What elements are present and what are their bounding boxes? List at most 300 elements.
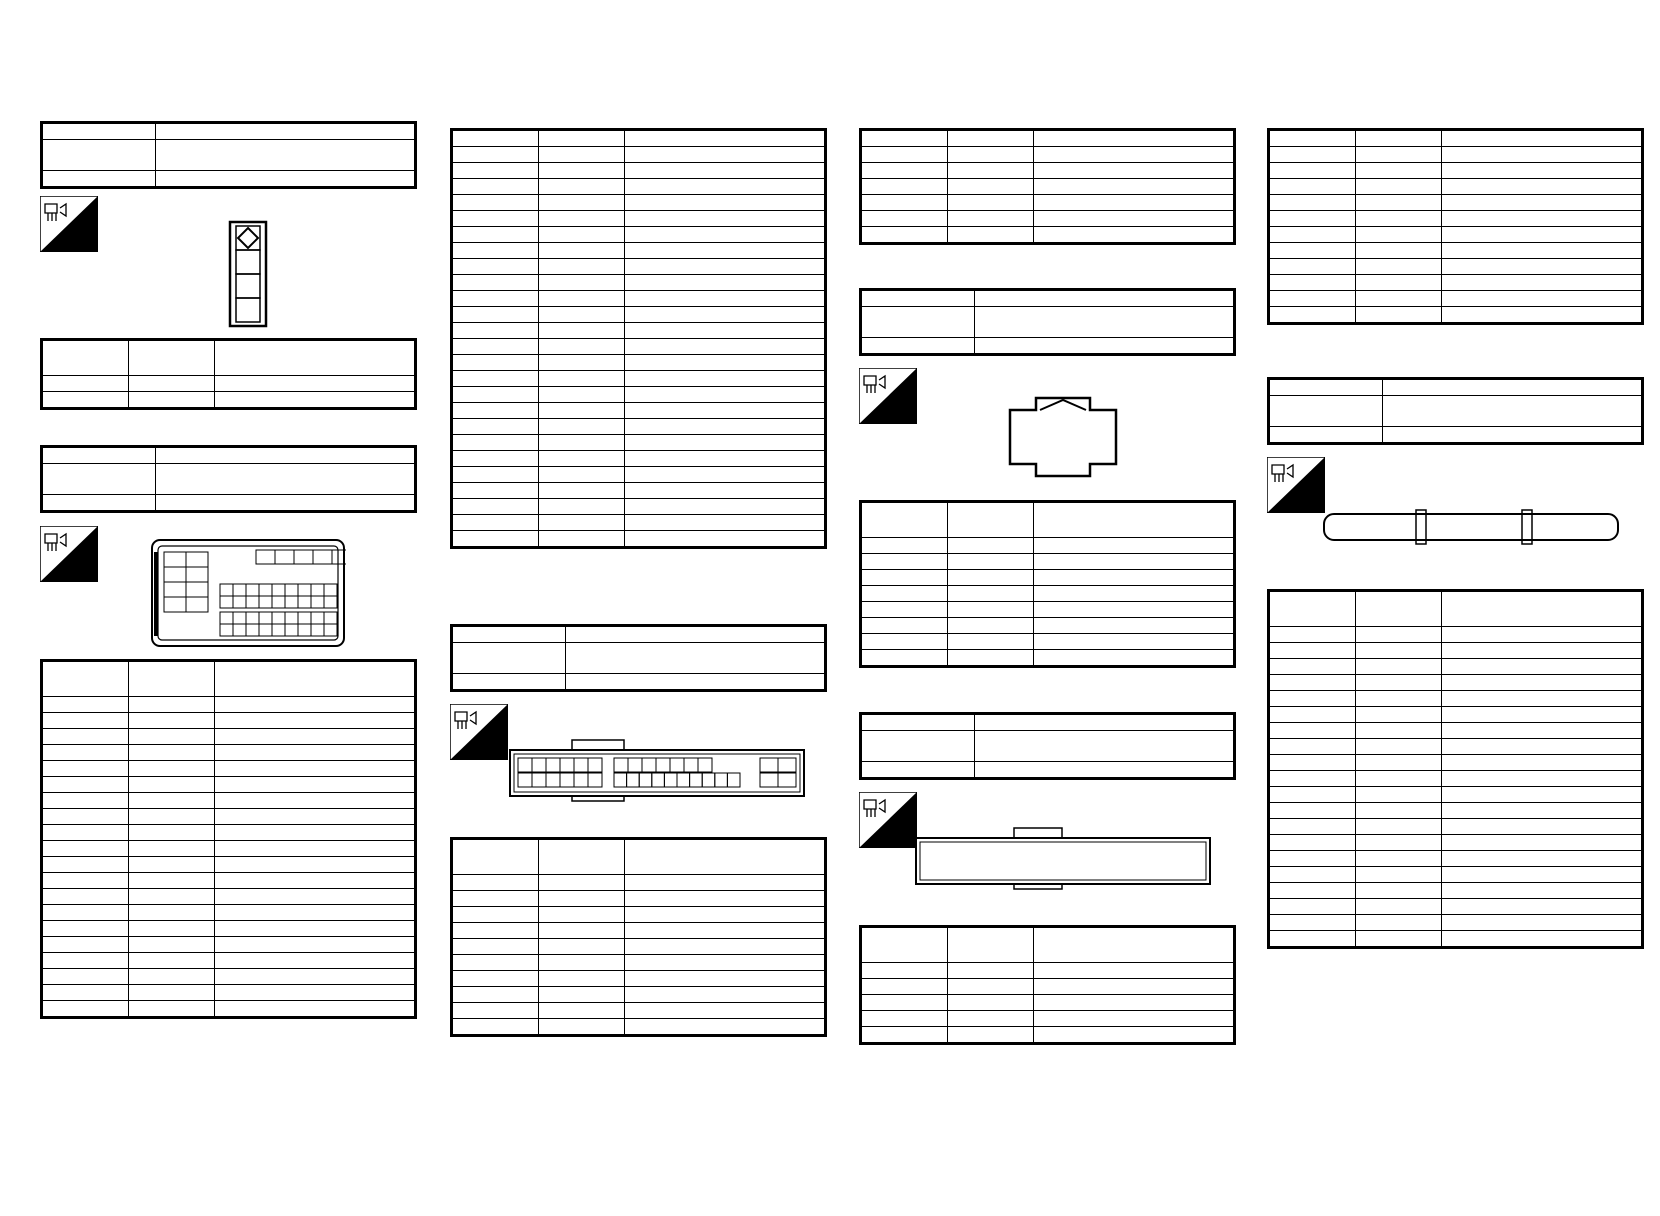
wire-color (948, 554, 1034, 570)
table-row (1269, 307, 1643, 324)
terminal-no (452, 467, 539, 483)
signal-name (1442, 931, 1643, 948)
signal-name (625, 387, 826, 403)
connector-no-value (566, 626, 826, 643)
connector-pin (532, 758, 546, 772)
signal-name (1442, 803, 1643, 819)
table-row (452, 435, 826, 451)
wire-color (1356, 723, 1442, 739)
signal-name (215, 825, 416, 841)
wire-color (129, 777, 215, 793)
connector-pin (627, 773, 640, 787)
hs-badge-e41 (1267, 457, 1325, 513)
signal-name (1442, 195, 1643, 211)
table-row (1269, 723, 1643, 739)
terminal-no (42, 905, 129, 921)
terminal-no (861, 995, 948, 1011)
terminal-no (1269, 211, 1356, 227)
wire-color (948, 211, 1034, 227)
wire-color (1356, 275, 1442, 291)
connector-type-label (452, 674, 566, 691)
signal-name (215, 713, 416, 729)
terminal-table-e7-cont (1267, 128, 1644, 325)
wire-color (129, 873, 215, 889)
signal-name (1442, 147, 1643, 163)
connector-pin (664, 773, 677, 787)
connector-info-e6 (859, 288, 1236, 356)
wire-color (539, 291, 625, 307)
wire-color (129, 729, 215, 745)
wire-color (1356, 787, 1442, 803)
terminal-no (452, 243, 539, 259)
signal-name (1442, 915, 1643, 931)
connector-pin (546, 758, 560, 772)
terminal-table-e5 (450, 837, 827, 1037)
connector-no-label (861, 290, 975, 307)
wire-color (129, 745, 215, 761)
terminal-no (1269, 771, 1356, 787)
connector-pin (778, 773, 796, 787)
signal-name (1034, 963, 1235, 979)
color-header (129, 340, 215, 376)
wire-color (539, 147, 625, 163)
wire-color (129, 761, 215, 777)
connector-name-label (42, 464, 156, 495)
wire-color (1356, 130, 1442, 147)
table-row (1269, 675, 1643, 691)
wire-color (129, 713, 215, 729)
table-row (861, 179, 1235, 195)
table-row (1269, 643, 1643, 659)
connector-pin (727, 773, 740, 787)
connector-pin (614, 758, 628, 772)
connector-pin (186, 597, 208, 612)
terminal-no-header (452, 839, 539, 875)
connector-pin (272, 596, 285, 608)
wire-color (948, 586, 1034, 602)
connector-pin (186, 567, 208, 582)
terminal-table-e41-wrap (1267, 589, 1644, 949)
table-row (861, 979, 1235, 995)
signal-name (1034, 979, 1235, 995)
terminal-table-e3-cont-wrap (450, 128, 827, 549)
connector-pin (272, 624, 285, 636)
signal-name (625, 307, 826, 323)
table-row (861, 1027, 1235, 1044)
connector-no-label (42, 123, 156, 140)
signal-name (1442, 867, 1643, 883)
terminal-no (1269, 147, 1356, 163)
connector-pin (532, 773, 546, 787)
wire-color (1356, 643, 1442, 659)
connector-type-label (861, 762, 975, 779)
connector-pin (690, 773, 703, 787)
wire-color (129, 809, 215, 825)
terminal-no (42, 761, 129, 777)
wire-color (129, 392, 215, 409)
wire-color (1356, 803, 1442, 819)
table-row (452, 451, 826, 467)
connector-name-label (861, 731, 975, 762)
signal-name (1034, 538, 1235, 554)
connector-name-value (1383, 396, 1643, 427)
wire-color (539, 451, 625, 467)
terminal-no (42, 392, 129, 409)
signal-name (215, 889, 416, 905)
terminal-no (861, 602, 948, 618)
terminal-no (861, 554, 948, 570)
wire-color (1356, 739, 1442, 755)
table-row (452, 403, 826, 419)
table-row (1269, 707, 1643, 723)
table-row (861, 554, 1235, 570)
terminal-no (861, 979, 948, 995)
terminal-no (452, 275, 539, 291)
connector-info-e6-wrap (859, 288, 1236, 356)
signal-name (1442, 291, 1643, 307)
signal-name (1442, 755, 1643, 771)
terminal-no (452, 1019, 539, 1036)
connector-name-value (156, 464, 416, 495)
color-header (948, 927, 1034, 963)
wire-color (1356, 931, 1442, 948)
terminal-no (861, 163, 948, 179)
signal-name (215, 921, 416, 937)
connector-pin (220, 612, 233, 624)
terminal-no (452, 987, 539, 1003)
table-row (42, 841, 416, 857)
connector-pin (285, 612, 298, 624)
wire-color (129, 793, 215, 809)
terminal-no (42, 809, 129, 825)
connector-pin (259, 612, 272, 624)
connector-pin (285, 584, 298, 596)
signal-name (625, 531, 826, 548)
column-1 (40, 121, 417, 189)
connector-type-label (1269, 427, 1383, 444)
connector-pin (298, 612, 311, 624)
terminal-no (452, 907, 539, 923)
terminal-no (1269, 819, 1356, 835)
signal-name (625, 403, 826, 419)
signal-name (1442, 275, 1643, 291)
wire-color (539, 195, 625, 211)
table-row (1269, 211, 1643, 227)
terminal-table-e5-cont (859, 128, 1236, 245)
wire-color (539, 907, 625, 923)
table-row (452, 499, 826, 515)
connector-pin (324, 584, 337, 596)
wire-color (539, 211, 625, 227)
wire-color (129, 889, 215, 905)
connector-no-value (1383, 379, 1643, 396)
wire-color (539, 955, 625, 971)
signal-name (215, 841, 416, 857)
table-row (861, 130, 1235, 147)
table-row (452, 259, 826, 275)
wire-color (539, 243, 625, 259)
signal-name (625, 451, 826, 467)
signal-name (1034, 130, 1235, 147)
hs-badge-b216 (40, 196, 98, 252)
signal-name (625, 891, 826, 907)
table-row (1269, 915, 1643, 931)
connector-pin (246, 584, 259, 596)
terminal-no (1269, 739, 1356, 755)
wire-color (948, 570, 1034, 586)
signal-name (625, 163, 826, 179)
table-row (452, 227, 826, 243)
signal-name (625, 923, 826, 939)
terminal-no (452, 971, 539, 987)
table-row (1269, 835, 1643, 851)
table-row (861, 602, 1235, 618)
table-row (452, 467, 826, 483)
table-row (42, 376, 416, 392)
table-row (42, 937, 416, 953)
table-row (452, 1019, 826, 1036)
terminal-no (1269, 275, 1356, 291)
table-row (861, 163, 1235, 179)
signal-name (625, 1019, 826, 1036)
terminal-no (452, 339, 539, 355)
wire-color (948, 227, 1034, 244)
connector-pin (164, 582, 186, 597)
connector-pin (246, 596, 259, 608)
terminal-no (42, 697, 129, 713)
table-row (42, 921, 416, 937)
connector-type-value (156, 171, 416, 188)
terminal-no (452, 1003, 539, 1019)
wire-color (539, 891, 625, 907)
wire-color (1356, 867, 1442, 883)
signal-name (1034, 163, 1235, 179)
connector-name-value (975, 307, 1235, 338)
signal-name (1034, 602, 1235, 618)
connector-no-label (1269, 379, 1383, 396)
wire-color (1356, 227, 1442, 243)
connector-name-value (156, 140, 416, 171)
signal-name (625, 515, 826, 531)
connector-pin (186, 552, 208, 567)
wire-color (129, 1001, 215, 1018)
connector-pin (639, 773, 652, 787)
table-row (42, 825, 416, 841)
table-row (861, 195, 1235, 211)
connector-info-e41-wrap (1267, 377, 1644, 445)
wire-color (539, 163, 625, 179)
signal-name (1442, 851, 1643, 867)
terminal-no (42, 745, 129, 761)
signal-name (1442, 259, 1643, 275)
terminal-no (452, 451, 539, 467)
signal-name (1034, 586, 1235, 602)
wire-color (129, 921, 215, 937)
signal-name (1034, 650, 1235, 667)
table-row (42, 809, 416, 825)
terminal-no (42, 841, 129, 857)
terminal-table-e3 (40, 659, 417, 1019)
table-row (861, 570, 1235, 586)
connector-pin (246, 624, 259, 636)
connector-name-label (1269, 396, 1383, 427)
connector-face-e5 (508, 738, 808, 802)
terminal-no (452, 403, 539, 419)
table-row (42, 1001, 416, 1018)
table-row (42, 969, 416, 985)
table-row (1269, 243, 1643, 259)
table-row (861, 963, 1235, 979)
connector-pin (546, 773, 560, 787)
signal-name (1442, 227, 1643, 243)
terminal-no-header (1269, 591, 1356, 627)
signal-name (625, 955, 826, 971)
terminal-no (1269, 787, 1356, 803)
connector-pin (220, 624, 233, 636)
signal-name (625, 179, 826, 195)
connector-pin (233, 596, 246, 608)
signal-name (625, 499, 826, 515)
signal-name (1442, 307, 1643, 324)
terminal-no (42, 825, 129, 841)
terminal-no (42, 921, 129, 937)
connector-pin (285, 624, 298, 636)
connector-pin (294, 550, 313, 564)
terminal-no (452, 163, 539, 179)
terminal-no (1269, 835, 1356, 851)
terminal-no (452, 923, 539, 939)
signal-name (215, 729, 416, 745)
signal-name (1034, 570, 1235, 586)
terminal-no (861, 650, 948, 667)
wire-color (129, 376, 215, 392)
terminal-no (42, 729, 129, 745)
wire-color (539, 371, 625, 387)
terminal-no (1269, 723, 1356, 739)
terminal-no (452, 195, 539, 211)
terminal-no (452, 387, 539, 403)
connector-info-e3-wrap (40, 445, 417, 513)
terminal-no (42, 376, 129, 392)
terminal-no (452, 939, 539, 955)
wire-color (539, 323, 625, 339)
signal-name (625, 939, 826, 955)
signal-name (1442, 787, 1643, 803)
connector-pin (313, 550, 332, 564)
wire-color (948, 1027, 1034, 1044)
terminal-no (1269, 803, 1356, 819)
terminal-no (452, 227, 539, 243)
terminal-table-e7-wrap (859, 925, 1236, 1045)
wire-color (129, 937, 215, 953)
table-row (1269, 275, 1643, 291)
wire-color (1356, 675, 1442, 691)
connector-name-value (975, 731, 1235, 762)
connector-pin (233, 624, 246, 636)
terminal-no (42, 857, 129, 873)
wire-color (948, 538, 1034, 554)
wire-color (948, 1011, 1034, 1027)
signal-name (625, 1003, 826, 1019)
table-row (1269, 691, 1643, 707)
wire-color (539, 483, 625, 499)
terminal-no (452, 435, 539, 451)
signal-name (215, 777, 416, 793)
wire-color (539, 339, 625, 355)
connector-info-b216 (40, 121, 417, 189)
connector-pin (311, 624, 324, 636)
terminal-no (42, 1001, 129, 1018)
terminal-no (452, 211, 539, 227)
connector-name-value (566, 643, 826, 674)
terminal-no (861, 1011, 948, 1027)
table-row (42, 729, 416, 745)
terminal-no (452, 483, 539, 499)
table-row (1269, 819, 1643, 835)
connector-name-label (42, 140, 156, 171)
signal-name (215, 697, 416, 713)
signal-name (625, 483, 826, 499)
signal-name (215, 376, 416, 392)
table-row (42, 905, 416, 921)
terminal-no (1269, 627, 1356, 643)
connector-name-label (452, 643, 566, 674)
terminal-no (861, 1027, 948, 1044)
connector-info-e5-wrap (450, 624, 827, 692)
connector-pin (677, 773, 690, 787)
hs-badge-e3 (40, 526, 98, 582)
terminal-no (452, 307, 539, 323)
table-row (1269, 130, 1643, 147)
connector-type-value (156, 495, 416, 512)
wire-color (129, 905, 215, 921)
terminal-no (1269, 707, 1356, 723)
terminal-table-e41 (1267, 589, 1644, 949)
connector-pin (652, 773, 665, 787)
terminal-no (452, 875, 539, 891)
wire-color (539, 971, 625, 987)
terminal-no (861, 227, 948, 244)
signal-name (1034, 1027, 1235, 1044)
table-row (1269, 147, 1643, 163)
signal-name (1442, 771, 1643, 787)
signal-name (625, 291, 826, 307)
table-row (1269, 755, 1643, 771)
wire-color (539, 130, 625, 147)
connector-pin (614, 773, 627, 787)
connector-type-label (861, 338, 975, 355)
connector-face-e41 (1322, 508, 1622, 546)
table-row (42, 777, 416, 793)
terminal-no (861, 618, 948, 634)
connector-face-b216 (228, 220, 268, 330)
terminal-no (452, 179, 539, 195)
table-row (42, 857, 416, 873)
connector-pin (311, 612, 324, 624)
signal-header (1034, 927, 1235, 963)
wire-color (539, 419, 625, 435)
connector-info-e5 (450, 624, 827, 692)
connector-pin (324, 612, 337, 624)
terminal-no (452, 147, 539, 163)
signal-name (625, 339, 826, 355)
terminal-no (1269, 755, 1356, 771)
signal-name (1442, 835, 1643, 851)
terminal-no (1269, 227, 1356, 243)
signal-name (625, 195, 826, 211)
connector-type-value (1383, 427, 1643, 444)
table-row (1269, 227, 1643, 243)
